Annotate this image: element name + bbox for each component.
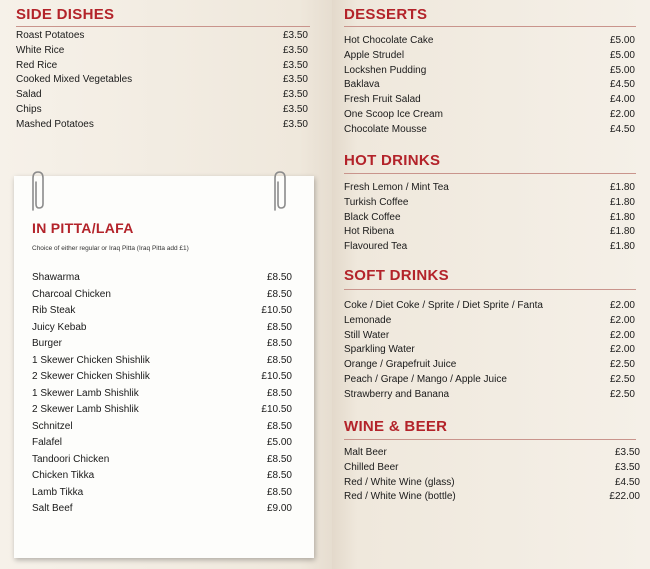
item-name: Cooked Mixed Vegetables: [16, 74, 133, 86]
item-price: £8.50: [266, 338, 292, 349]
item-name: Hot Ribena: [344, 226, 395, 238]
hot-drinks-heading: HOT DRINKS: [344, 152, 441, 169]
menu-item: [32, 501, 292, 518]
soft-drinks-divider: [344, 289, 636, 290]
side-dishes-heading: SIDE DISHES: [16, 6, 115, 23]
item-name: Chocolate Mousse: [344, 123, 427, 135]
item-price: £5.00: [609, 64, 635, 76]
item-name: Tandoori Chicken: [32, 453, 110, 465]
menu-item: [344, 329, 635, 344]
item-name: 2 Skewer Lamb Shishlik: [32, 404, 139, 415]
item-name: Lemonade: [344, 314, 392, 326]
item-price: £8.50: [266, 387, 292, 399]
wine-beer-list: [344, 446, 640, 505]
item-name: Hot Chocolate Cake: [344, 35, 434, 46]
menu-item: [344, 108, 635, 123]
menu-item: [32, 270, 292, 287]
paperclip-icon: [268, 170, 290, 214]
menu-item: [32, 452, 292, 469]
item-name: Orange / Grapefruit Juice: [344, 359, 457, 371]
item-name: 1 Skewer Lamb Shishlik: [32, 387, 139, 399]
pitta-note: Choice of either regular or Iraq Pitta (Iraq Pitta add £1): [32, 245, 189, 252]
item-price: £10.50: [261, 404, 292, 415]
item-price: £2.50: [609, 388, 635, 400]
item-name: Chips: [16, 103, 42, 115]
menu-item: [344, 388, 635, 403]
item-name: Fresh Lemon / Mint Tea: [344, 182, 449, 193]
soft-drinks-list: [344, 299, 635, 403]
item-price: £8.50: [266, 420, 292, 432]
item-name: Coke / Diet Coke / Sprite / Diet Sprite / Fanta: [344, 300, 543, 311]
item-price: £3.50: [282, 30, 308, 41]
item-name: Chilled Beer: [344, 461, 399, 473]
item-name: Strawberry and Banana: [344, 388, 450, 400]
menu-item: [344, 211, 635, 226]
menu-item: [16, 59, 308, 74]
item-price: £2.00: [609, 300, 635, 311]
menu-item: [16, 73, 308, 88]
item-name: Baklava: [344, 79, 380, 91]
item-price: £2.00: [609, 329, 635, 341]
item-name: Apple Strudel: [344, 49, 405, 61]
item-price: £4.50: [609, 123, 635, 135]
item-price: £3.50: [282, 89, 308, 101]
item-name: Lamb Tikka: [32, 486, 84, 498]
item-price: £10.50: [261, 305, 292, 316]
item-name: 1 Skewer Chicken Shishlik: [32, 354, 150, 366]
menu-item: [344, 225, 635, 240]
menu-item: [32, 402, 292, 419]
item-price: £3.50: [282, 103, 308, 115]
menu-item: [32, 353, 292, 370]
menu-item: [344, 358, 635, 373]
item-price: £2.50: [609, 359, 635, 371]
item-name: Salad: [16, 89, 42, 101]
menu-item: [32, 419, 292, 436]
item-price: £5.00: [609, 49, 635, 61]
item-name: Schnitzel: [32, 420, 73, 432]
desserts-heading: DESSERTS: [344, 6, 428, 23]
item-price: £1.80: [609, 241, 635, 253]
menu-item: [344, 240, 635, 255]
menu-item: [32, 303, 292, 320]
item-price: £3.50: [282, 118, 308, 130]
side-dishes-divider: [16, 26, 310, 27]
item-name: Shawarma: [32, 272, 80, 283]
item-price: £10.50: [261, 371, 292, 382]
item-name: Sparkling Water: [344, 344, 415, 356]
pitta-card: [14, 176, 314, 558]
item-price: £4.00: [609, 94, 635, 106]
menu-item: [32, 287, 292, 304]
item-price: £22.00: [609, 491, 640, 503]
item-name: 2 Skewer Chicken Shishlik: [32, 371, 150, 382]
item-price: £8.50: [266, 354, 292, 366]
item-name: Flavoured Tea: [344, 241, 408, 253]
item-price: £4.50: [609, 79, 635, 91]
item-price: £2.00: [609, 108, 635, 120]
desserts-list: [344, 34, 635, 138]
item-price: £2.50: [609, 373, 635, 385]
item-price: £9.00: [266, 503, 292, 514]
item-price: £3.50: [282, 74, 308, 86]
item-name: Mashed Potatoes: [16, 118, 94, 130]
item-name: Burger: [32, 338, 63, 349]
item-price: £1.80: [609, 182, 635, 193]
item-name: Red Rice: [16, 59, 58, 71]
pitta-list: [32, 270, 292, 518]
hot-drinks-list: [344, 181, 635, 255]
menu-item: [344, 181, 635, 196]
item-price: £1.80: [609, 196, 635, 208]
item-price: £4.50: [614, 476, 640, 488]
item-name: Charcoal Chicken: [32, 288, 111, 300]
menu-item: [344, 78, 635, 93]
item-name: Fresh Fruit Salad: [344, 94, 421, 106]
item-name: Juicy Kebab: [32, 321, 87, 333]
item-price: £8.50: [266, 486, 292, 498]
menu-item: [344, 64, 635, 79]
menu-item: [344, 461, 640, 476]
menu-item: [32, 435, 292, 452]
menu-item: [344, 299, 635, 314]
item-name: Roast Potatoes: [16, 30, 85, 41]
wine-beer-heading: WINE & BEER: [344, 418, 448, 435]
item-name: Malt Beer: [344, 447, 387, 458]
item-name: Lockshen Pudding: [344, 64, 427, 76]
item-name: One Scoop Ice Cream: [344, 108, 443, 120]
item-price: £2.00: [609, 314, 635, 326]
item-price: £8.50: [266, 321, 292, 333]
menu-item: [16, 103, 308, 118]
hot-drinks-divider: [344, 173, 636, 174]
item-price: £2.00: [609, 344, 635, 356]
item-name: Chicken Tikka: [32, 470, 95, 481]
paperclip-icon: [26, 170, 48, 214]
item-name: Turkish Coffee: [344, 196, 409, 208]
item-price: £8.50: [266, 272, 292, 283]
item-price: £8.50: [266, 288, 292, 300]
item-price: £3.50: [282, 44, 308, 56]
wine-beer-divider: [344, 439, 636, 440]
item-name: Still Water: [344, 329, 390, 341]
menu-item: [16, 88, 308, 103]
item-name: Falafel: [32, 437, 63, 448]
item-price: £3.50: [614, 461, 640, 473]
item-name: Black Coffee: [344, 211, 401, 223]
pitta-heading: IN PITTA/LAFA: [32, 220, 134, 236]
item-name: Rib Steak: [32, 305, 76, 316]
menu-item: [344, 446, 640, 461]
menu-item: [344, 49, 635, 64]
item-name: Red / White Wine (glass): [344, 476, 455, 488]
menu-item: [32, 468, 292, 485]
menu-item: [344, 476, 640, 491]
item-price: £3.50: [614, 447, 640, 458]
item-price: £8.50: [266, 470, 292, 481]
menu-item: [32, 485, 292, 502]
item-name: White Rice: [16, 44, 65, 56]
menu-item: [32, 369, 292, 386]
item-price: £5.00: [266, 437, 292, 448]
item-name: Salt Beef: [32, 503, 73, 514]
item-name: Peach / Grape / Mango / Apple Juice: [344, 373, 507, 385]
menu-item: [344, 34, 635, 49]
item-price: £1.80: [609, 211, 635, 223]
desserts-divider: [344, 26, 636, 27]
menu-item: [344, 93, 635, 108]
menu-item: [16, 29, 308, 44]
item-price: £8.50: [266, 453, 292, 465]
item-price: £1.80: [609, 226, 635, 238]
menu-item: [344, 314, 635, 329]
menu-item: [32, 386, 292, 403]
item-price: £3.50: [282, 59, 308, 71]
menu-item: [16, 44, 308, 59]
item-name: Red / White Wine (bottle): [344, 491, 456, 503]
menu-item: [344, 196, 635, 211]
menu-item: [16, 118, 308, 133]
menu-item: [32, 336, 292, 353]
menu-item: [344, 343, 635, 358]
side-dishes-list: [16, 29, 308, 133]
menu-item: [344, 490, 640, 505]
soft-drinks-heading: SOFT DRINKS: [344, 267, 449, 284]
menu-item: [32, 320, 292, 337]
menu-item: [344, 373, 635, 388]
menu-item: [344, 123, 635, 138]
item-price: £5.00: [609, 35, 635, 46]
